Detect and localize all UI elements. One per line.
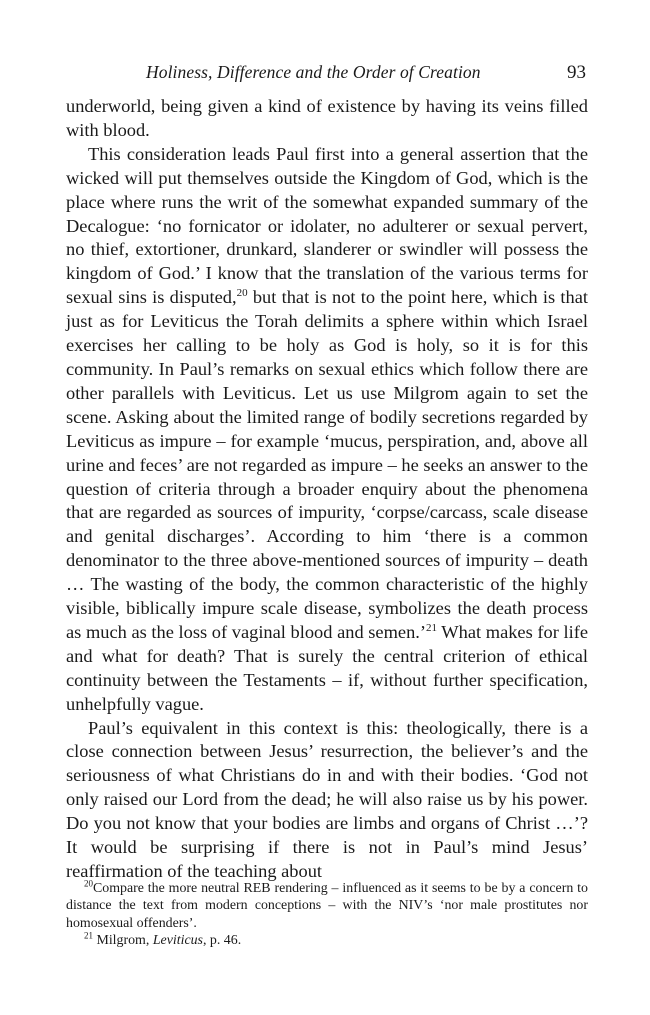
footnote-marker: 21 — [84, 930, 93, 941]
text-run: but that is not to the point here, which is that just as for Leviticus the Torah delimits a sphere within which Israel exercises her calling to be holy as God is holy, so it is for this community. In Paul’s remarks on sexual ethics which follow there are other parallels with Leviticus. Let us use Milgrom again to set the scene. Asking about the limited range of bodily secretions regarded by Leviticus as impure – for example ‘mucus, perspiration, and, above all urine and feces’ are not regarded as impure – he seeks an answer to the question of criteria through a broader enquiry about the phenomena that are regarded as sources of impurity, ‘corpse/carcass, scale disease and genital discharges’. According to him ‘there is a common denominator to the three above-mentioned sources of impurity – death … The wasting of the body, the common characteristic of the highly visible, biblically impure scale disease, symbolizes the death process as much as the loss of vaginal blood and semen.’ — [66, 287, 588, 642]
footnotes — [66, 880, 588, 950]
footnote — [66, 932, 588, 949]
text-run: , p. 46. — [202, 933, 242, 949]
text-run: Compare the more neutral REB rendering – influenced as it seems to be by a concern to distance the text from modern conceptions – with the NIV’s ‘nor male prostitutes nor homosexual offenders’. — [66, 881, 588, 931]
text-run: Milgrom, — [93, 933, 153, 949]
text-run: Paul’s equivalent in this context is this: theologically, there is a close connection between Jesus’ resurrection, the believer’s and the seriousness of what Christians do in and with their bodies. ‘God not only raised our Lord from the dead; he will also raise us by his power. Do you not know that your bodies are limbs and organs of Christ …’? It would be surprising if there is not in Paul’s mind Jesus’ reaffirmation of the teaching about — [66, 717, 588, 881]
page-number: 93 — [567, 62, 586, 83]
footnote — [66, 880, 588, 932]
footnote-marker: 20 — [84, 878, 93, 889]
text-run: What makes for life and what for death? That is surely the central criterion of ethical continuity between the Testaments – if, without further specification, unhelpfully vague. — [66, 621, 588, 714]
paragraph — [66, 95, 588, 143]
running-title: Holiness, Difference and the Order of Creation — [146, 62, 481, 82]
paragraph — [66, 717, 588, 884]
body-text — [66, 95, 588, 884]
italic-title: Leviticus — [152, 933, 203, 949]
footnote-marker: 21 — [425, 621, 437, 634]
running-head — [66, 62, 586, 88]
paragraph — [66, 143, 588, 717]
text-run: underworld, being given a kind of existence by having its veins filled with blood. — [66, 96, 588, 140]
text-run: This consideration leads Paul first into a general assertion that the wicked will put themselves outside the Kingdom of God, which is the place where runs the writ of the somewhat expanded summary of the Decalogue: ‘no fornicator or idolater, no adulterer or sexual pervert, no thief, extortioner, drunkard, slanderer or swindler will possess the kingdom of God.’ I know that the translation of the various terms for sexual sins is disputed, — [66, 143, 588, 308]
footnote-marker: 20 — [236, 287, 248, 300]
